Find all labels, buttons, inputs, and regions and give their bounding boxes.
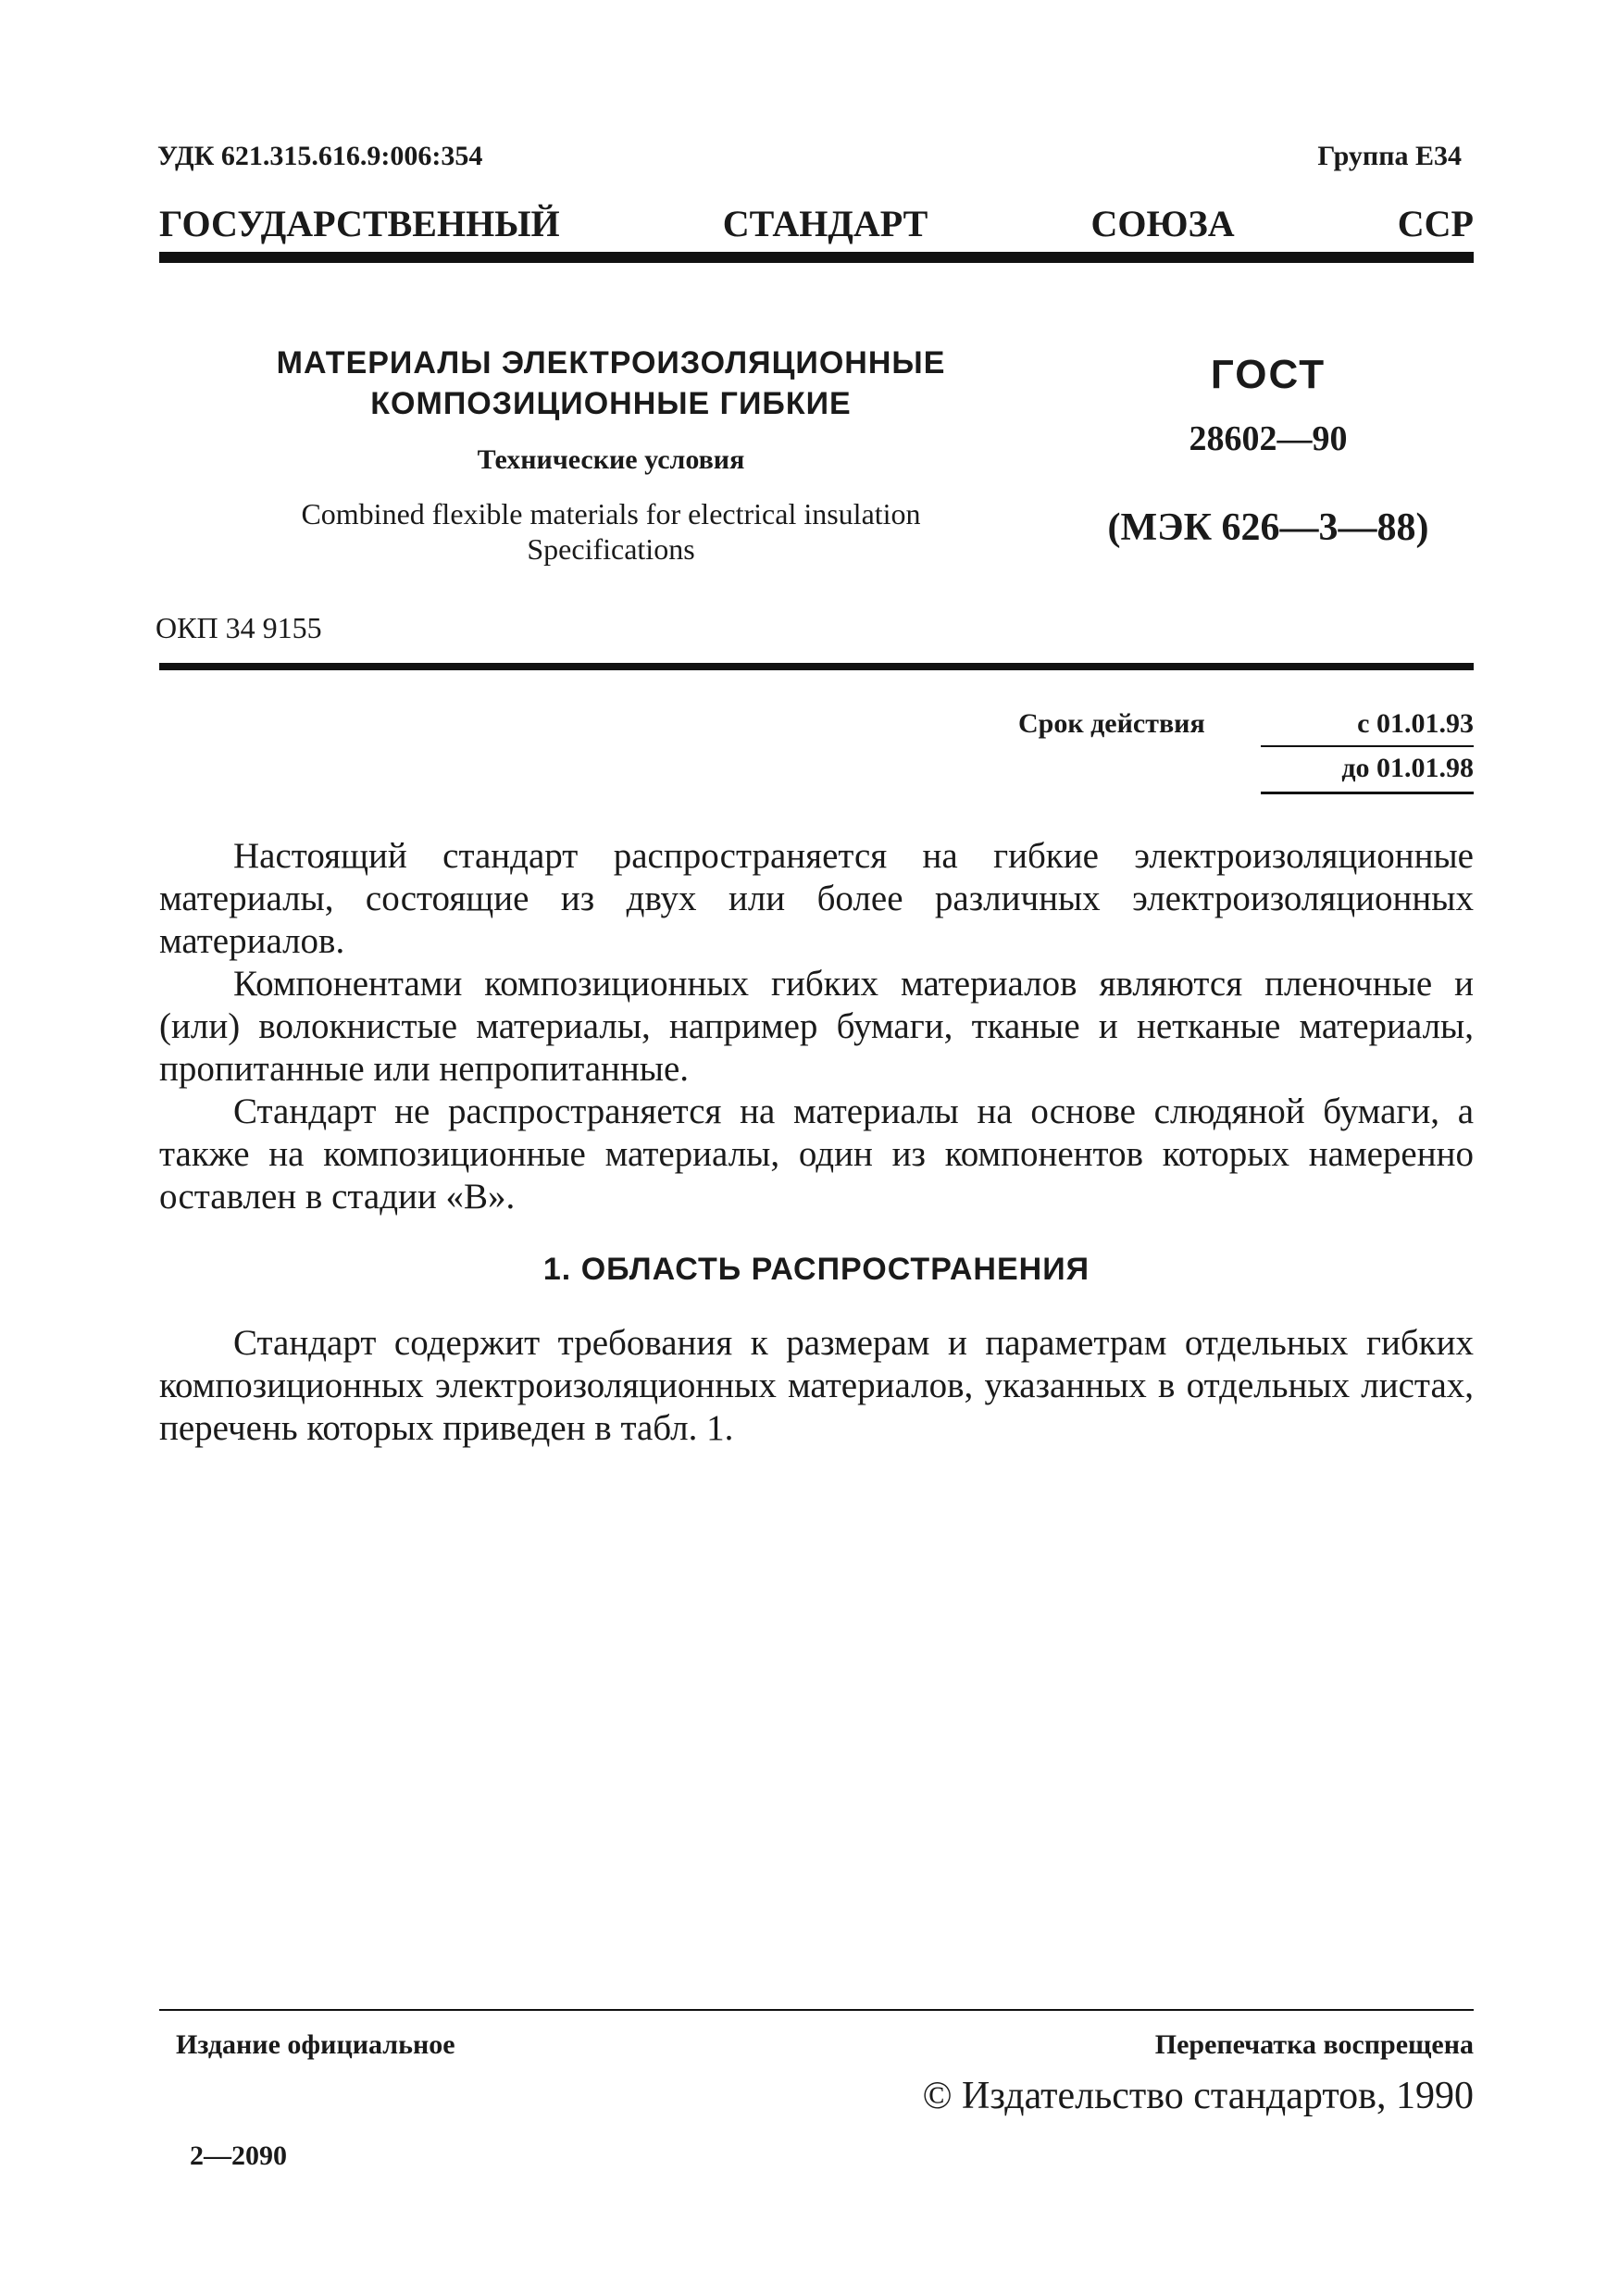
state-title-word: ГОСУДАРСТВЕННЫЙ xyxy=(159,203,560,244)
state-title-word: ССР xyxy=(1397,203,1474,244)
intro-paragraph: Настоящий стандарт распространяется на гибкие электроизоляционные материалы, состоящие из двух или более различных электроизоляционных материалов. xyxy=(159,836,1474,961)
validity-label: Срок действия xyxy=(1018,708,1205,739)
title-block xyxy=(194,343,1027,567)
title-rule xyxy=(159,663,1474,670)
english-title-line-1: Combined flexible materials for electrical insulation xyxy=(301,497,921,530)
state-title-word: СОЮЗА xyxy=(1090,203,1235,244)
gost-block xyxy=(1065,352,1472,550)
validity-to: до 01.01.98 xyxy=(1341,753,1474,783)
footer-rule xyxy=(159,2009,1474,2011)
english-title xyxy=(194,496,1027,567)
validity-divider xyxy=(1261,745,1474,747)
udk-code: УДК 621.315.616.9:006:354 xyxy=(157,141,483,171)
official-edition: Издание официальное xyxy=(176,2029,455,2060)
gost-label: ГОСТ xyxy=(1210,352,1326,397)
section-paragraph: Стандарт содержит требования к размерам и параметрам отдельных гибких композиционных электроизоляционных материалов, указанных в отдельных листах, перечень которых приведен в табл. 1. xyxy=(159,1323,1474,1448)
title-line-2: КОМПОЗИЦИОННЫЕ ГИБКИЕ xyxy=(370,386,852,421)
validity-from: с 01.01.93 xyxy=(1357,708,1474,739)
copyright: © Издательство стандартов, 1990 xyxy=(922,2075,1474,2117)
english-title-line-2: Specifications xyxy=(527,532,695,566)
gost-number: 28602—90 xyxy=(1189,419,1348,458)
subtitle: Технические условия xyxy=(477,444,745,475)
print-code: 2—2090 xyxy=(190,2140,287,2171)
section-heading: 1. ОБЛАСТЬ РАСПРОСТРАНЕНИЯ xyxy=(542,1252,1090,1287)
state-standard-title xyxy=(159,202,1474,245)
section-text xyxy=(159,1322,1474,1450)
okp-code: ОКП 34 9155 xyxy=(156,611,322,644)
intro-paragraph: Компонентами композиционных гибких материалов являются пленочные и (или) волокнистые материалы, например бумаги, тканые и нетканые материалы, пропитанные или непропитанные. xyxy=(159,964,1474,1089)
iec-number: (МЭК 626—3—88) xyxy=(1107,506,1429,549)
reprint-notice: Перепечатка воспрещена xyxy=(1154,2029,1474,2060)
header-rule xyxy=(159,252,1474,263)
title-line-1: МАТЕРИАЛЫ ЭЛЕКТРОИЗОЛЯЦИОННЫЕ xyxy=(276,345,946,381)
state-title-word: СТАНДАРТ xyxy=(722,203,928,244)
validity-underline xyxy=(1261,792,1474,794)
intro-text xyxy=(159,835,1474,1218)
intro-paragraph: Стандарт не распространяется на материалы на основе слюдяной бумаги, а также на композиционные материалы, один из компонентов которых намеренно оставлен в стадии «В». xyxy=(159,1092,1474,1217)
group-code: Группа Е34 xyxy=(1317,141,1462,171)
